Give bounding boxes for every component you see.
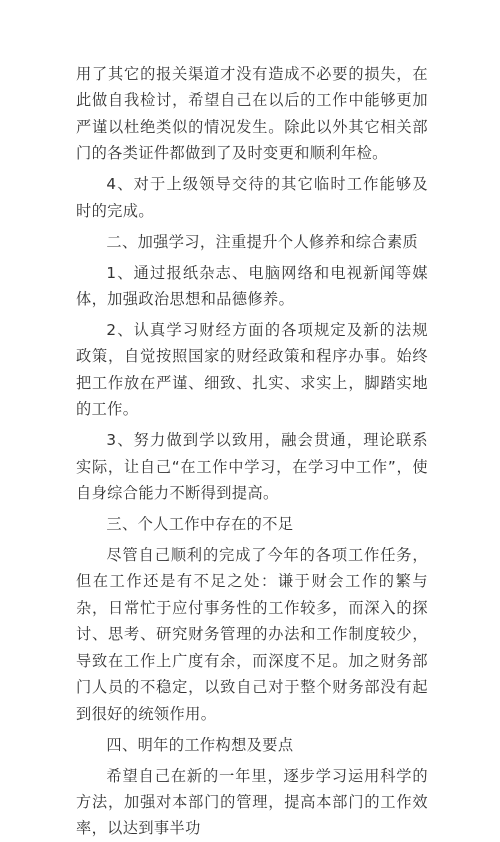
paragraph-item-4: 4、对于上级领导交待的其它临时工作能够及时的完成。 xyxy=(76,175,428,220)
section-heading-2: 二、加强学习，注重提升个人修养和综合素质 xyxy=(106,232,419,251)
paragraph-item-2: 2、认真学习财经方面的各项规定及新的法规政策，自觉按照国家的财经政策和程序办事。始终把工作放在严谨、细致、扎实、求实上，脚踏实地的工作。 xyxy=(76,321,428,419)
section-heading-4: 四、明年的工作构想及要点 xyxy=(106,735,294,754)
paragraph-item-3: 3、努力做到学以致用，融会贯通，理论联系实际，让自己“在工作中学习，在学习中工作”，使自身综合能力不断得到提高。 xyxy=(76,431,428,503)
section-heading-3: 三、个人工作中存在的不足 xyxy=(106,515,294,534)
document-body xyxy=(76,61,428,842)
paragraph-item-1: 1、通过报纸杂志、电脑网络和电视新闻等媒体，加强政治思想和品德修养。 xyxy=(76,263,428,309)
paragraph-plans: 希望自己在新的一年里，逐步学习运用科学的方法，加强对本部门的管理，提高本部门的工作效率，以达到事半功 xyxy=(76,766,428,838)
paragraph-shortcomings: 尽管自己顺利的完成了今年的各项工作任务，但在工作还是有不足之处：谦于财会工作的繁与杂，日常忙于应付事务性的工作较多，而深入的探讨、思考、研究财务管理的办法和工作制度较少，导致在工作上广度有余，而深度不足。加之财务部门人员的不稳定，以致自己对于整个财务部没有起到很好的统领作用。 xyxy=(76,546,428,723)
paragraph-continued-text: 用了其它的报关渠道才没有造成不必要的损失，在此做自我检讨，希望自己在以后的工作中能够更加严谨以杜绝类似的情况发生。除此以外其它相关部门的各类证件都做到了及时变更和顺利年检。 xyxy=(76,65,428,163)
